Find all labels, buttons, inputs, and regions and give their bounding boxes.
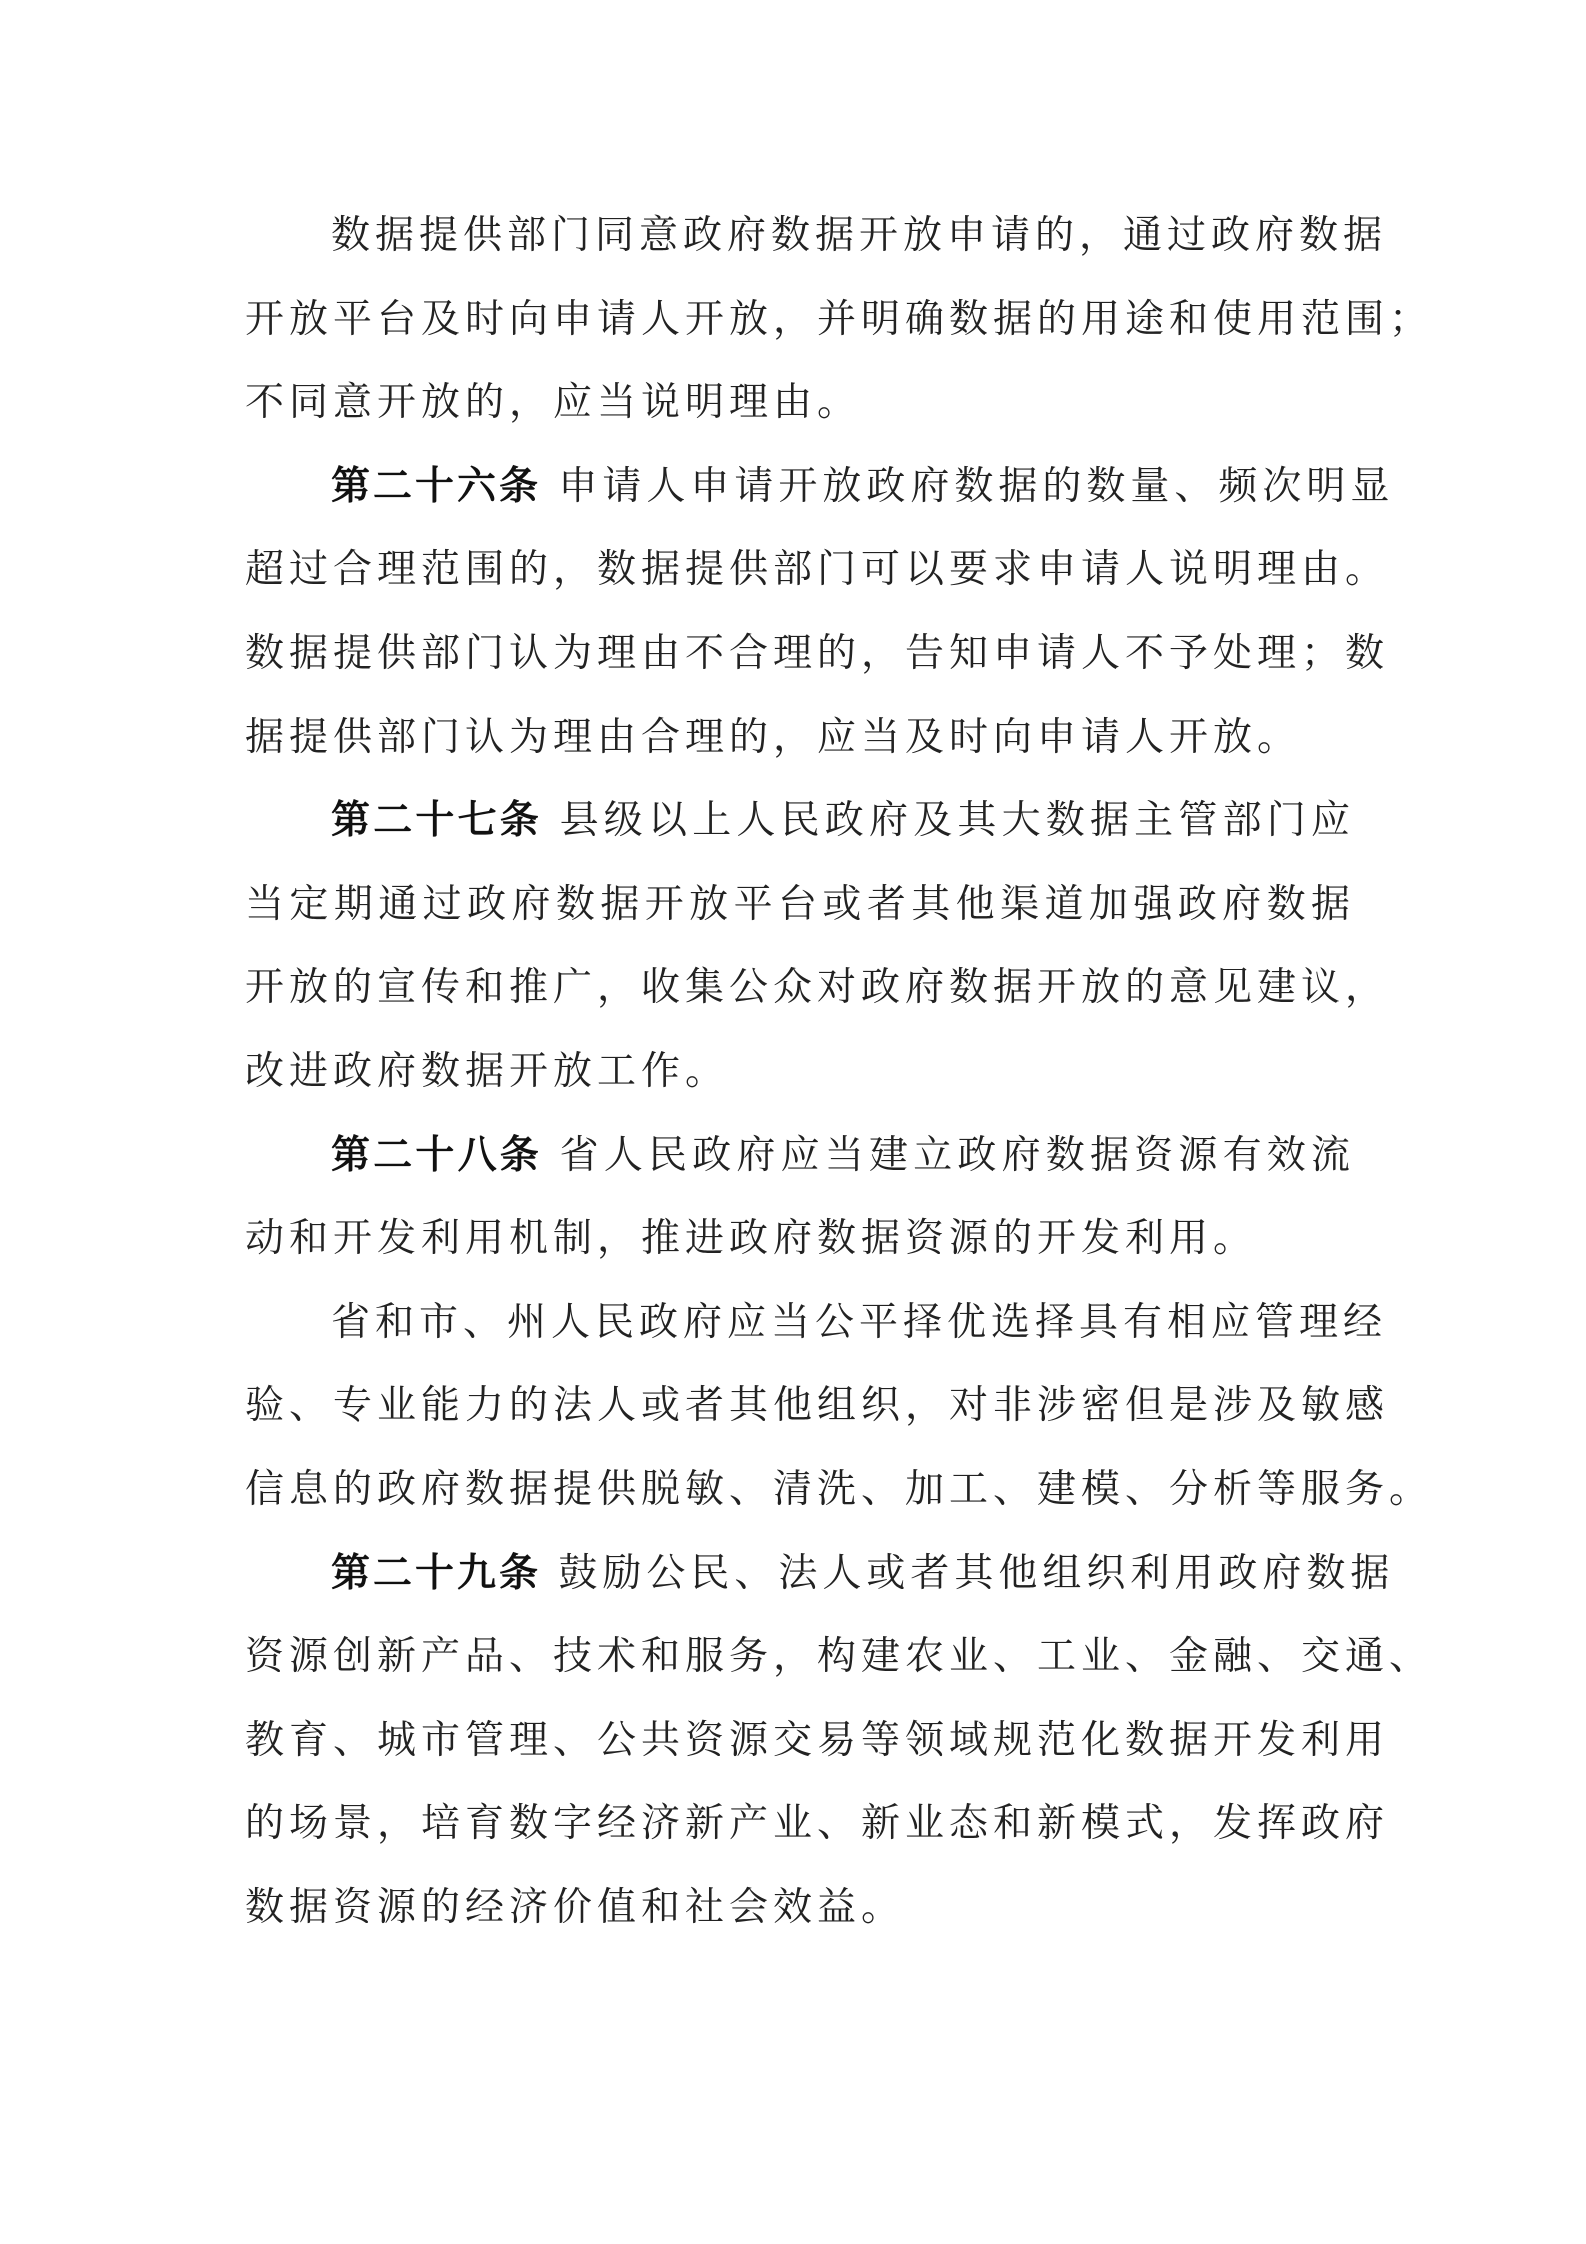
line-text: 省人民政府应当建立政府数据资源有效流	[542, 1132, 1355, 1178]
paragraph-line	[245, 1711, 1390, 1795]
line-text: 教育、城市管理、公共资源交易等领域规范化数据开发利用	[245, 1717, 1390, 1763]
line-text: 信息的政府数据提供脱敏、清洗、加工、建模、分析等服务。	[245, 1466, 1434, 1512]
line-text: 开放平台及时向申请人开放，并明确数据的用途和使用范围；	[245, 296, 1434, 342]
article-heading: 第二十八条	[331, 1132, 542, 1178]
line-text: 的场景，培育数字经济新产业、新业态和新模式，发挥政府	[245, 1801, 1390, 1847]
paragraph-line	[245, 540, 1390, 624]
paragraph-line	[245, 1544, 1395, 1628]
line-text: 开放的宣传和推广，收集公众对政府数据开放的意见建议，	[245, 965, 1390, 1011]
line-text: 改进政府数据开放工作。	[245, 1048, 730, 1094]
paragraph-line	[245, 206, 1388, 290]
line-text: 申请人申请开放政府数据的数量、频次明显	[541, 463, 1395, 509]
paragraph-line	[245, 373, 1355, 457]
paragraph-line	[245, 1042, 1355, 1126]
paragraph-line	[245, 1293, 1388, 1377]
line-text: 不同意开放的，应当说明理由。	[245, 380, 862, 426]
paragraph-line	[245, 290, 1434, 374]
line-text: 省和市、州人民政府应当公平择优选择具有相应管理经	[331, 1299, 1388, 1345]
paragraph-line	[245, 1376, 1390, 1460]
paragraph-line	[245, 1878, 1355, 1962]
paragraph-line	[245, 1209, 1355, 1293]
line-text: 据提供部门认为理由合理的，应当及时向申请人开放。	[245, 714, 1302, 760]
line-text: 县级以上人民政府及其大数据主管部门应	[542, 798, 1355, 844]
line-text: 资源创新产品、技术和服务，构建农业、工业、金融、交通、	[245, 1634, 1434, 1680]
line-text: 验、专业能力的法人或者其他组织，对非涉密但是涉及敏感	[245, 1383, 1390, 1429]
paragraph-line	[245, 1627, 1434, 1711]
line-text: 超过合理范围的，数据提供部门可以要求申请人说明理由。	[245, 547, 1390, 593]
article-heading: 第二十七条	[331, 798, 542, 844]
paragraph-line	[245, 624, 1390, 708]
line-text: 数据提供部门认为理由不合理的，告知申请人不予处理；数	[245, 630, 1390, 676]
paragraph-line	[245, 791, 1355, 875]
article-heading: 第二十六条	[331, 463, 542, 509]
paragraph-line	[245, 708, 1355, 792]
paragraph-line	[245, 1126, 1355, 1210]
line-text: 鼓励公民、法人或者其他组织利用政府数据	[541, 1550, 1395, 1596]
line-text: 数据提供部门同意政府数据开放申请的，通过政府数据	[331, 213, 1388, 258]
document-page	[245, 206, 1434, 1961]
article-heading: 第二十九条	[331, 1550, 542, 1596]
paragraph-line	[245, 958, 1390, 1042]
line-text: 动和开发利用机制，推进政府数据资源的开发利用。	[245, 1216, 1258, 1262]
paragraph-line	[245, 875, 1355, 959]
line-text: 当定期通过政府数据开放平台或者其他渠道加强政府数据	[245, 881, 1355, 927]
line-text: 数据资源的经济价值和社会效益。	[245, 1884, 906, 1930]
paragraph-line	[245, 1460, 1434, 1544]
paragraph-line	[245, 457, 1395, 541]
paragraph-line	[245, 1794, 1390, 1878]
